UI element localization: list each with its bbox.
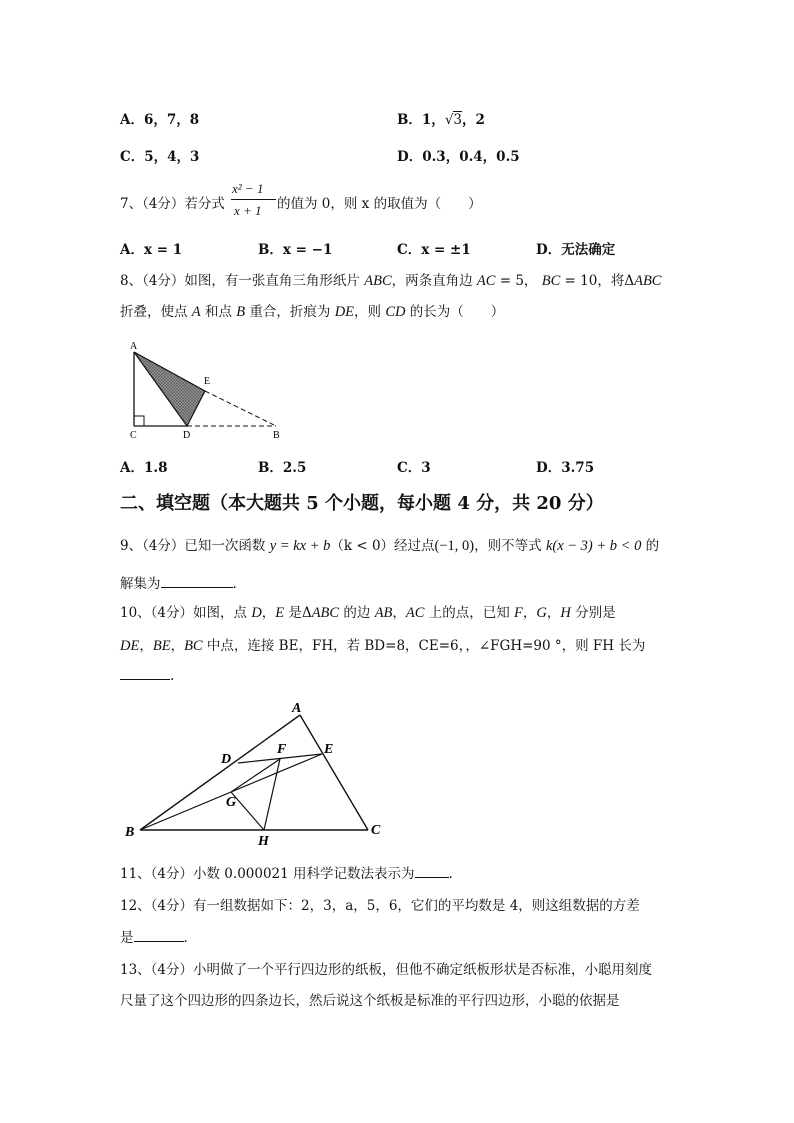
q6-option-c: C．5，4，3 [120, 149, 200, 165]
q9-math: k(x − 3) + b < 0 [545, 538, 642, 554]
q10-answer-blank[interactable] [120, 667, 170, 680]
q10-text: 是Δ [284, 605, 312, 621]
q11-stem [120, 862, 453, 882]
q11-answer-blank[interactable] [415, 865, 449, 878]
q8-math: CD [385, 304, 406, 320]
q8-math: BC [541, 273, 561, 289]
q8-text: ，两条直角边 [391, 273, 477, 289]
q8-text: 8、（4分）如图，有一张直角三角形纸片 [120, 273, 365, 289]
q8-option-a: A．1.8 [120, 460, 168, 476]
q10-math: DE [120, 638, 140, 654]
q10-math: E [275, 605, 285, 621]
q9-text: 解集为 [120, 576, 161, 592]
q6-option-b [397, 108, 485, 128]
q10-text: ， [522, 605, 537, 621]
q10-math: F [514, 605, 523, 621]
q8-text: 重合，折痕为 [245, 304, 335, 320]
q9-math: (−1, 0) [434, 538, 475, 554]
q8-text: = 5， [495, 273, 542, 289]
q8-math: A [191, 304, 201, 320]
label-h: H [258, 834, 269, 847]
q11-text: . [448, 866, 453, 882]
label-b: B [273, 430, 280, 441]
q9-answer-blank[interactable] [161, 575, 233, 588]
q10-math: BC [184, 638, 203, 654]
label-e: E [204, 376, 211, 387]
q8-option-d: D．3.75 [536, 460, 595, 476]
right-angle-mark [134, 416, 144, 426]
q8-math: ABC [634, 273, 662, 289]
label-f: F [277, 742, 287, 757]
q8-text: ，则 [354, 304, 386, 320]
q10-text: 10、（4分）如图，点 [120, 605, 252, 621]
q9-text: （k < 0）经过点 [330, 538, 435, 554]
q7-fraction-denominator: x + 1 [234, 203, 262, 218]
q6-option-b-prefix: B．1， [397, 112, 445, 128]
q12-stem-line2 [120, 926, 188, 946]
q10-stem-line3 [120, 667, 174, 684]
q10-text: ， [392, 605, 406, 621]
dashed-eb [205, 391, 276, 426]
q8-math: B [236, 304, 246, 320]
q8-option-c: C．3 [397, 460, 431, 476]
q8-option-b: B．2.5 [258, 460, 307, 476]
q7-option-b: B．x = −1 [258, 242, 333, 258]
sqrt-symbol-icon: √ [444, 112, 454, 128]
q8-figure-folded-triangle [120, 335, 300, 445]
q8-math: ABC [364, 273, 392, 289]
q7-option-d: D．无法确定 [536, 242, 616, 258]
q8-text: 折叠，使点 [120, 304, 192, 320]
q8-math: AC [476, 273, 496, 289]
q7-option-a: A．x = 1 [120, 242, 183, 258]
label-c: C [130, 430, 137, 441]
q7-stem-prefix: 7、（4分）若分式 [120, 196, 225, 212]
q8-text: = 10，将Δ [560, 273, 635, 289]
q9-stem-line1 [120, 534, 659, 555]
q10-math: AB [374, 605, 393, 621]
side-ac [300, 715, 368, 830]
q7-option-c: C．x = ±1 [397, 242, 471, 258]
q10-figure-triangle [120, 697, 395, 847]
q7-stem-suffix: 的值为 0，则 x 的取值为（ ） [277, 196, 482, 212]
q9-text: 的 [641, 538, 660, 554]
q9-math: y = kx + b [269, 538, 331, 554]
q10-math: AC [405, 605, 425, 621]
q10-text: 中点，连接 BE，FH，若 BD=8，CE=6，，∠FGH=90 °，则 FH 长为 [202, 638, 646, 654]
shaded-fold-region [134, 352, 205, 426]
segment-fg [231, 759, 280, 792]
q9-text: 9、（4分）已知一次函数 [120, 538, 270, 554]
q7-fraction-bar [231, 199, 276, 200]
q8-stem-line2 [120, 300, 504, 321]
q10-text: 上的点，已知 [424, 605, 515, 621]
q10-math: G [536, 605, 547, 621]
q8-stem-line1 [120, 269, 661, 290]
q10-math: ABC [311, 605, 340, 621]
q7-fraction-numerator: x² − 1 [232, 181, 264, 196]
q12-stem-line1: 12、（4分）有一组数据如下：2，3，a，5，6，它们的平均数是 4，则这组数据的方差 [120, 898, 640, 914]
q10-text: ， [261, 605, 276, 621]
q6-option-b-suffix: ，2 [462, 112, 485, 128]
q9-stem-line2 [120, 572, 237, 592]
q8-text: 的长为（ ） [405, 304, 505, 320]
q8-text: 和点 [200, 304, 237, 320]
label-d: D [221, 752, 232, 767]
q13-stem-line1: 13、（4分）小明做了一个平行四边形的纸板，但他不确定纸板形状是否标准，小聪用刻度 [120, 962, 653, 978]
q10-stem-line2 [120, 634, 645, 655]
q10-text: ， [170, 638, 185, 654]
q8-math: DE [334, 304, 355, 320]
q6-option-a: A．6，7，8 [120, 112, 200, 128]
q9-text: . [232, 576, 237, 592]
label-d: D [183, 430, 191, 441]
q11-text: 11、（4分）小数 0.000021 用科学记数法表示为 [120, 866, 415, 882]
q10-text: . [170, 668, 175, 684]
q6-option-d: D．0.3，0.4，0.5 [397, 149, 520, 165]
q12-text: 是 [120, 930, 134, 946]
label-a: A [130, 341, 138, 352]
label-b: B [125, 825, 135, 840]
q10-math: H [560, 605, 571, 621]
label-g: G [226, 795, 237, 810]
label-a: A [292, 701, 302, 716]
label-e: E [324, 742, 334, 757]
segment-fh [264, 759, 280, 830]
q12-text: . [183, 930, 188, 946]
q13-stem-line2: 尺量了这个四边形的四条边长，然后说这个纸板是标准的平行四边形，小聪的依据是 [120, 993, 620, 1009]
q10-text: ， [546, 605, 561, 621]
q12-answer-blank[interactable] [134, 929, 184, 942]
q10-stem-line1 [120, 601, 616, 622]
q6-option-b-radicand: 3 [453, 112, 463, 128]
q9-text: ，则不等式 [474, 538, 546, 554]
q10-text: ， [139, 638, 153, 654]
label-c: C [371, 823, 381, 838]
q10-math: D [251, 605, 262, 621]
q10-text: 的边 [339, 605, 375, 621]
q10-text: 分别是 [570, 605, 616, 621]
q10-math: BE [152, 638, 171, 654]
section-title: 二、填空题（本大题共 5 个小题，每小题 4 分，共 20 分） [120, 493, 604, 514]
side-ba [140, 715, 300, 830]
